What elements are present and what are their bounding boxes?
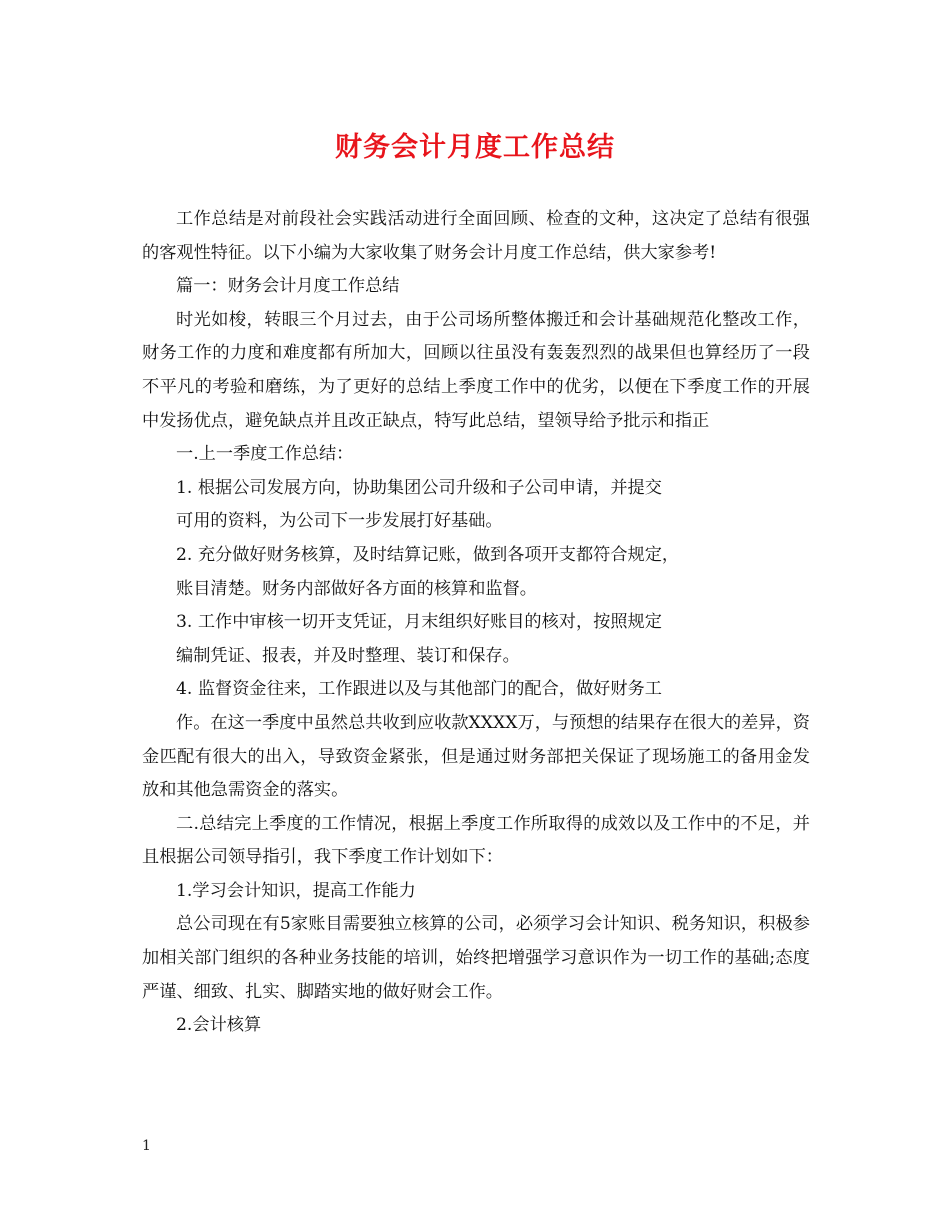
paragraph: 1. 根据公司发展方向，协助集团公司升级和子公司申请，并提交: [176, 477, 662, 498]
document-body: [142, 203, 810, 1043]
paragraph: 工作总结是对前段社会实践活动进行全面回顾、检查的文种，这决定了总结有很强的客观性特征。以下小编为大家收集了财务会计月度工作总结，供大家参考!: [142, 209, 810, 263]
document-title: 财务会计月度工作总结: [335, 132, 615, 163]
page-number: 1: [142, 1138, 151, 1154]
paragraph: 可用的资料，为公司下一步发展打好基础。: [176, 511, 503, 532]
paragraph: 篇一：财务会计月度工作总结: [176, 276, 400, 297]
paragraph: 2.会计核算: [176, 1015, 262, 1036]
paragraph: 时光如梭，转眼三个月过去，由于公司场所整体搬迁和会计基础规范化整改工作，财务工作的力度和难度都有所加大，回顾以往虽没有轰轰烈烈的战果但也算经历了一段不平凡的考验和磨练，为了更好的总结上季度工作中的优劣，以便在下季度工作的开展中发扬优点，避免缺点并且改正缺点，特写此总结，望领导给予批示和指正: [142, 309, 810, 431]
paragraph: 总公司现在有5家账目需要独立核算的公司，必须学习会计知识、税务知识，积极参加相关部门组织的各种业务技能的培训，始终把增强学习意识作为一切工作的基础;态度严谨、细致、扎实、脚踏实地的做好财会工作。: [142, 914, 810, 1002]
paragraph: 1.学习会计知识，提高工作能力: [176, 880, 416, 901]
paragraph: 一.上一季度工作总结：: [176, 444, 354, 465]
paragraph: 二.总结完上季度的工作情况，根据上季度工作所取得的成效以及工作中的不足，并且根据公司领导指引，我下季度工作计划如下：: [142, 813, 810, 868]
paragraph: 3. 工作中审核一切开支凭证，月末组织好账目的核对，按照规定: [176, 612, 662, 633]
paragraph: 账目清楚。财务内部做好各方面的核算和监督。: [176, 578, 537, 599]
paragraph: 作。在这一季度中虽然总共收到应收款XXXX万，与预想的结果存在很大的差异，资金匹配有很大的出入，导致资金紧张，但是通过财务部把关保证了现场施工的备用金发放和其他急需资金的落实。: [142, 712, 810, 801]
paragraph: 4. 监督资金往来，工作跟进以及与其他部门的配合，做好财务工: [176, 679, 662, 700]
paragraph: 2. 充分做好财务核算，及时结算记账，做到各项开支都符合规定，: [176, 544, 680, 565]
paragraph: 编制凭证、报表，并及时整理、装订和保存。: [176, 645, 520, 666]
